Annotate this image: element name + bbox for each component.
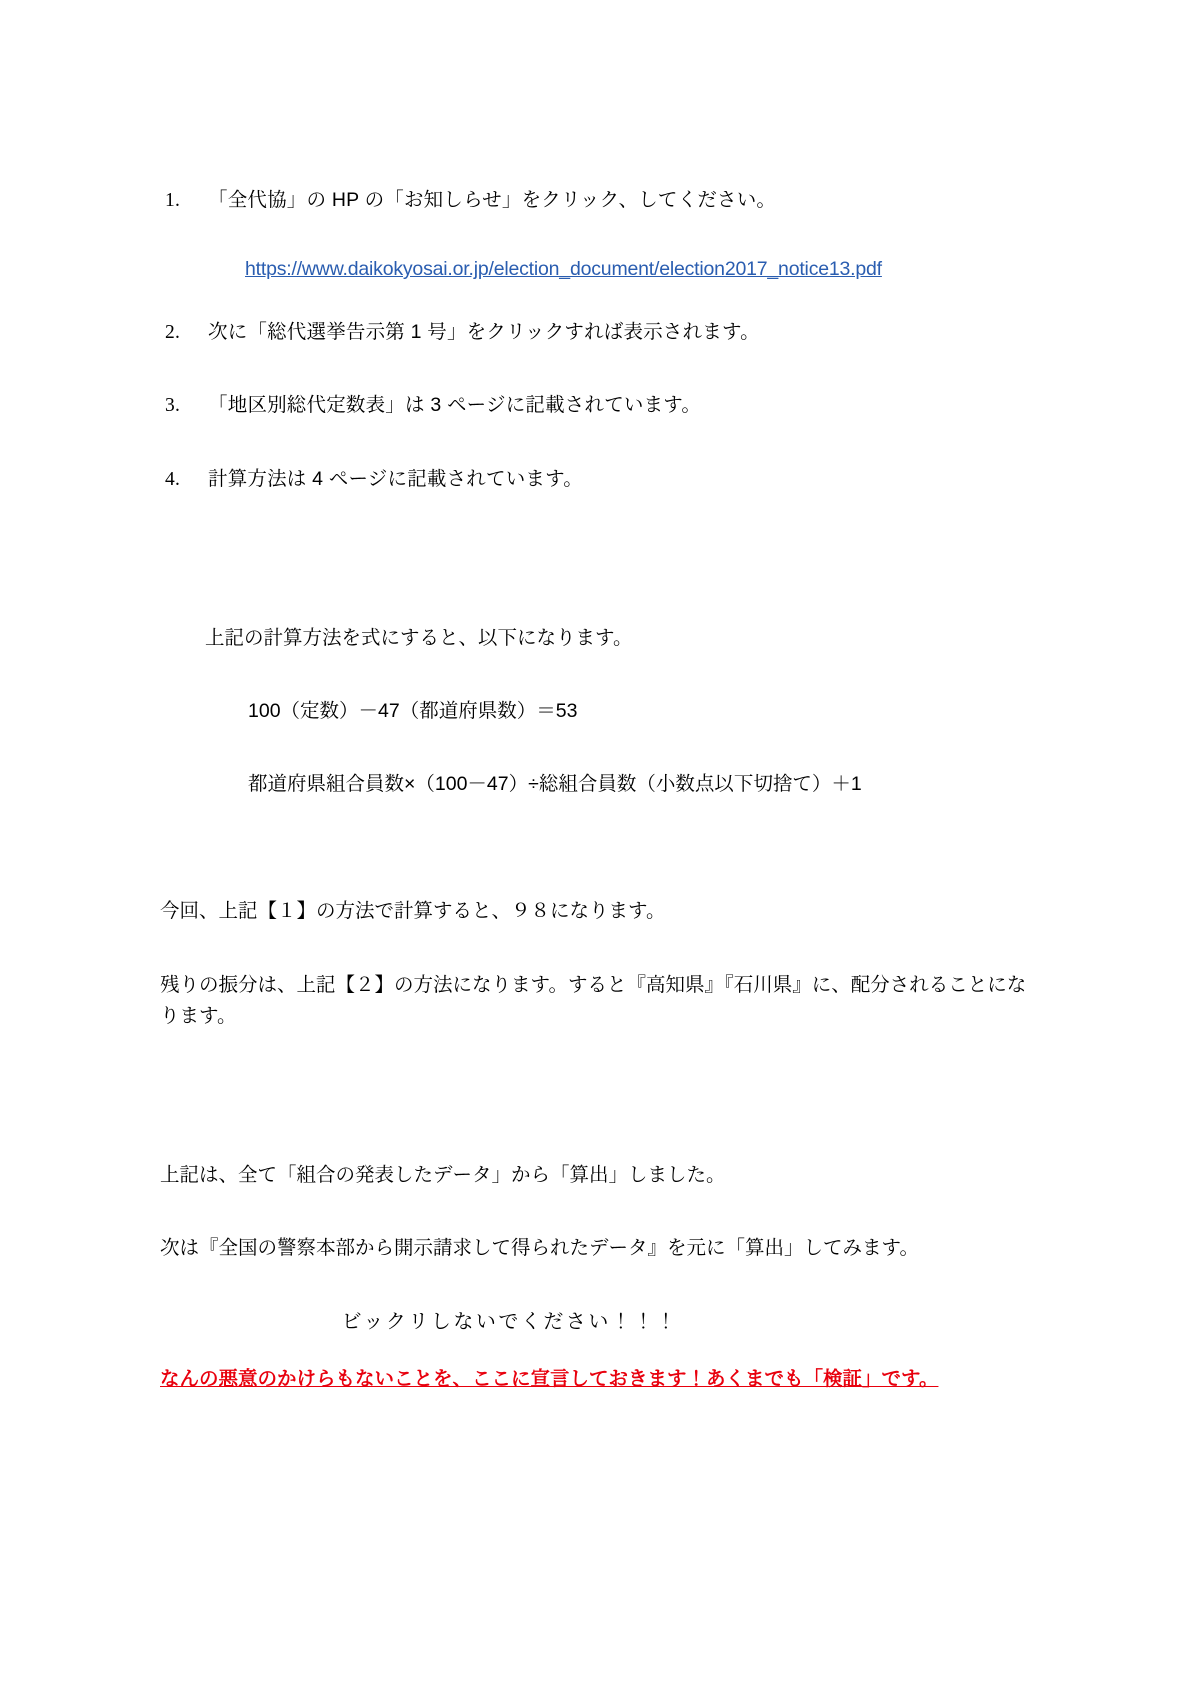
list-item [160,464,1040,495]
list-item-text: 「全代協」の HP の「お知しらせ」をクリック、してください。 [208,189,777,211]
warning-statement: なんの悪意のかけらもないことを、ここに宣言しておきます！あくまでも「検証」です。 [160,1368,939,1391]
list-item [160,185,1040,216]
list-item-text: 計算方法は 4 ページに記載されています。 [208,467,583,490]
result-line-2: 残りの振分は、上記【２】の方法になります。すると『高知県』『石川県』に、配分されることになります。 [160,973,1027,1027]
note-line-2: 次は『全国の警察本部から開示請求して得られたデータ』を元に「算出」してみます。 [160,1237,919,1260]
result-line-1: 今回、上記【１】の方法で計算すると、９８になります。 [160,900,666,923]
instruction-list [160,185,1040,216]
list-item-text: 次に「総代選挙告示第 1 号」をクリックすれば表示されます。 [208,321,760,344]
formula-intro: 上記の計算方法を式にすると、以下になります。 [205,626,633,649]
instruction-list-continued [160,317,1040,495]
list-item-number: 4. [165,468,181,490]
list-item-text: 「地区別総代定数表」は 3 ページに記載されています。 [208,394,702,417]
note-line-1: 上記は、全て「組合の発表したデータ」から「算出」しました。 [160,1163,726,1186]
list-item-number: 2. [165,322,181,344]
list-item [160,317,1040,348]
list-item-number: 3. [165,395,181,417]
list-item-number: 1. [165,190,181,211]
spacer [160,1074,1040,1160]
formula-line-2: 都道府県組合員数×（100－47）÷総組合員数（小数点以下切捨て）＋1 [248,773,862,796]
link-row [160,258,1040,281]
spacer [160,537,1040,623]
centered-note: ビックリしないでください！！！ [341,1311,679,1334]
document-body [160,185,1040,1415]
spacer [160,842,1040,896]
election-notice-link[interactable]: https://www.daikokyosai.or.jp/election_document/election2017_notice13.pdf [245,258,882,281]
list-item [160,390,1040,421]
formula-line-1: 100（定数）－47（都道府県数）＝53 [248,699,578,722]
